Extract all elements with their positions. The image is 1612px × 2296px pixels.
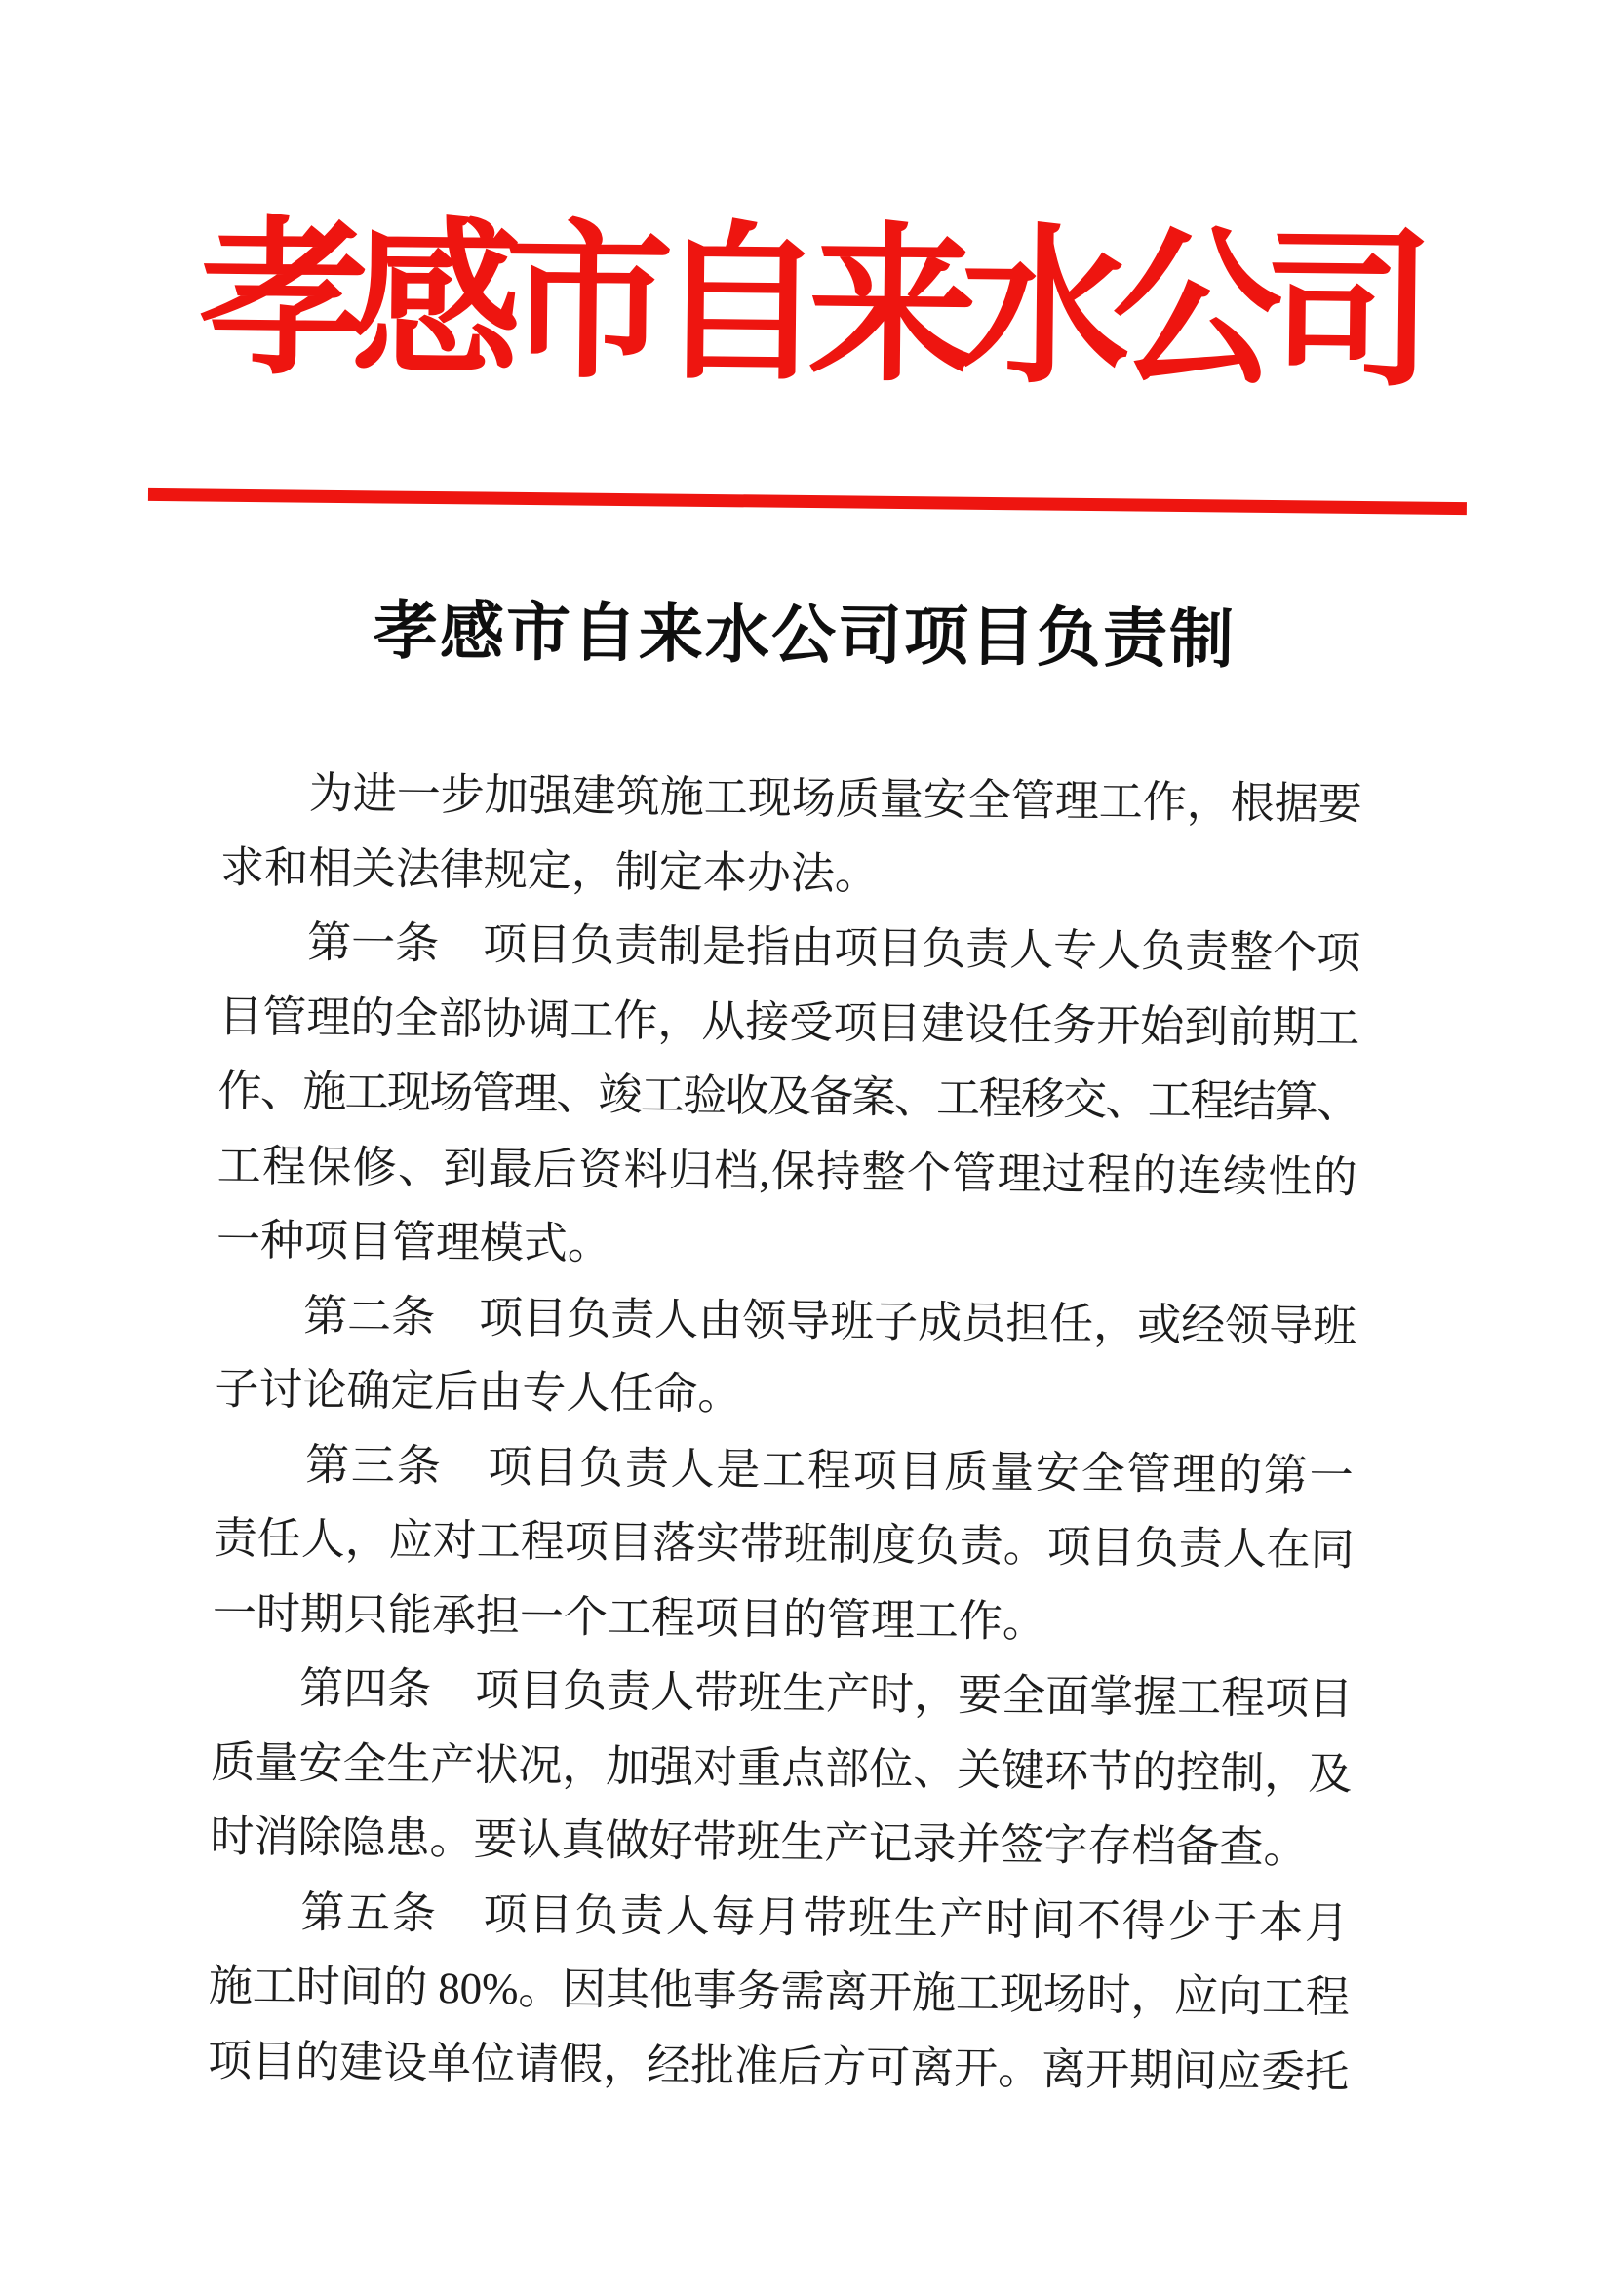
body-line: 子讨论确定后由专人任命。	[215, 1364, 742, 1420]
body-line: 第二条 项目负责人由领导班子成员担任，或经领导班	[215, 1290, 1357, 1351]
body-line: 目管理的全部协调工作，从接受项目建设任务开始到前期工	[218, 992, 1360, 1053]
body-line: 一种项目管理模式。	[216, 1215, 612, 1268]
letterhead-rule	[148, 488, 1467, 515]
body-line: 为进一步加强建筑施工现场质量安全管理工作，根据要	[220, 767, 1362, 829]
body-line: 工程保修、到最后资料归档,保持整个管理过程的连续性的	[216, 1141, 1359, 1202]
body-line: 第四条 项目负责人带班生产时，要全面掌握工程项目	[211, 1662, 1354, 1724]
body-line: 第五条 项目负责人每月带班生产时间不得少于本月	[209, 1887, 1351, 1948]
document-title: 孝感市自来水公司项目负责制	[373, 596, 1237, 677]
body-line: 一时期只能承担一个工程项目的管理工作。	[212, 1588, 1047, 1647]
body-line: 第一条 项目负责制是指由项目负责人专人负责整个项	[218, 916, 1361, 978]
body-line: 项目的建设单位请假，经批准后方可离开。离开期间应委托	[207, 2036, 1350, 2097]
letterhead-title: 孝感市自来水公司	[198, 206, 1418, 408]
body-line: 责任人，应对工程项目落实带班制度负责。项目负责人在同	[213, 1513, 1355, 1575]
document-body	[208, 756, 1362, 2110]
body-line: 施工时间的 80%。因其他事务需离开施工现场时，应向工程	[208, 1961, 1350, 2022]
body-line: 第三条 项目负责人是工程项目质量安全管理的第一	[214, 1439, 1356, 1500]
body-line: 求和相关法律规定，制定本办法。	[219, 842, 880, 899]
body-line: 作、施工现场管理、竣工验收及备案、工程移交、工程结算、	[217, 1066, 1359, 1127]
body-line: 质量安全生产状况，加强对重点部位、关键环节的控制，及	[211, 1737, 1353, 1799]
body-line: 时消除隐患。要认真做好带班生产记录并签字存档备查。	[210, 1811, 1308, 1873]
